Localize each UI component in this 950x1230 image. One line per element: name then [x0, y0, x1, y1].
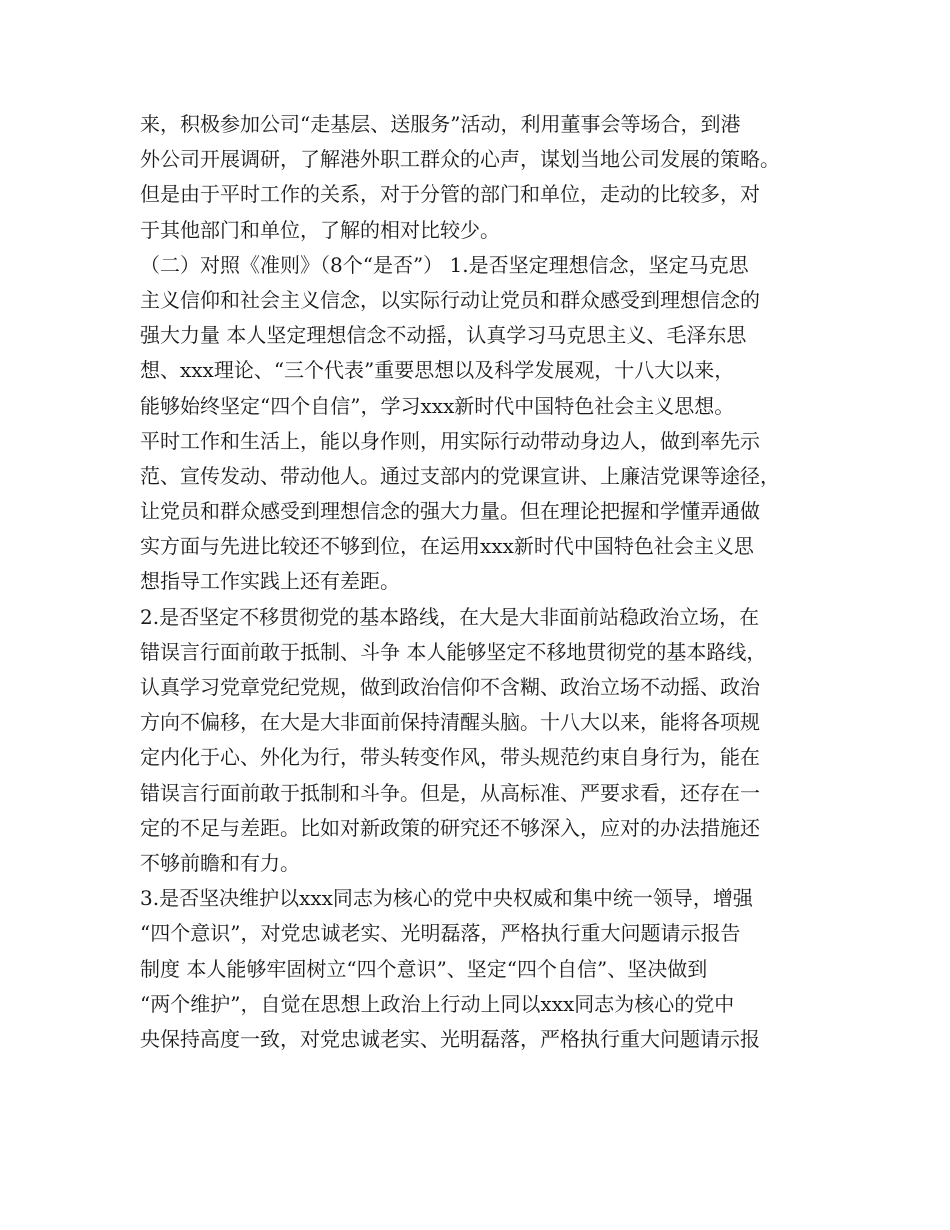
text-line: 实方面与先进比较还不够到位，在运用xxx新时代中国特色社会主义思	[140, 534, 754, 559]
text-line: 主义信仰和社会主义信念，以实际行动让党员和群众感受到理想信念的	[140, 287, 760, 312]
text-line: 平时工作和生活上，能以身作则，用实际行动带动身边人，做到率先示	[140, 428, 760, 453]
text-line: 想、xxx理论、“三个代表”重要思想以及科学发展观，十八大以来，	[140, 358, 735, 383]
text-line: 来，积极参加公司“走基层、送服务”活动，利用董事会等场合，到港	[140, 112, 741, 136]
text-line: “两个维护”，自觉在思想上政治上行动上同以xxx同志为核心的党中	[140, 991, 735, 1016]
text-line: 但是由于平时工作的关系，对于分管的部门和单位，走动的比较多，对	[140, 182, 760, 207]
text-line: 外公司开展调研，了解港外职工群众的心声，谋划当地公司发展的策略。	[140, 147, 780, 172]
text-line: 于其他部门和单位，了解的相对比较少。	[140, 217, 500, 242]
text-line: 让党员和群众感受到理想信念的强大力量。但在理论把握和学懂弄通做	[140, 499, 760, 524]
text-line: 错误言行面前敢于抵制和斗争。但是，从高标准、严要求看，还存在一	[140, 780, 760, 805]
text-line: 方向不偏移，在大是大非面前保持清醒头脑。十八大以来，能将各项规	[140, 710, 760, 735]
body-text	[140, 107, 820, 1057]
text-line: 强大力量 本人坚定理想信念不动摇，认真学习马克思主义、毛泽东思	[140, 323, 747, 348]
text-line: 央保持高度一致，对党忠诚老实、光明磊落，严格执行重大问题请示报	[140, 1026, 760, 1051]
text-line: 认真学习党章党纪党规，做到政治信仰不含糊、政治立场不动摇、政治	[140, 675, 760, 699]
text-line: “四个意识”，对党忠诚老实、光明磊落，严格执行重大问题请示报告	[140, 921, 741, 946]
text-line: 错误言行面前敢于抵制、斗争 本人能够坚定不移地贯彻党的基本路线，	[140, 639, 767, 664]
section-heading-line: （二）对照《准则》（8个“是否”） 1.是否坚定理想信念，坚定马克思	[140, 252, 749, 277]
text-line: 想指导工作实践上还有差距。	[140, 569, 400, 594]
item-3-line: 3.是否坚决维护以xxx同志为核心的党中央权威和集中统一领导，增强	[140, 886, 753, 911]
text-line: 能够始终坚定“四个自信”，学习xxx新时代中国特色社会主义思想。	[140, 393, 735, 418]
text-line: 范、宣传发动、带动他人。通过支部内的党课宣讲、上廉洁党课等途径，	[140, 463, 780, 488]
item-2-line: 2.是否坚定不移贯彻党的基本路线，在大是大非面前站稳政治立场，在	[140, 604, 760, 629]
text-line: 制度 本人能够牢固树立“四个意识”、坚定“四个自信”、坚决做到	[140, 956, 708, 981]
text-line: 定的不足与差距。比如对新政策的研究还不够深入，应对的办法措施还	[140, 815, 760, 840]
text-line: 定内化于心、外化为行，带头转变作风，带头规范约束自身行为，能在	[140, 745, 760, 770]
text-line: 不够前瞻和有力。	[140, 850, 300, 875]
